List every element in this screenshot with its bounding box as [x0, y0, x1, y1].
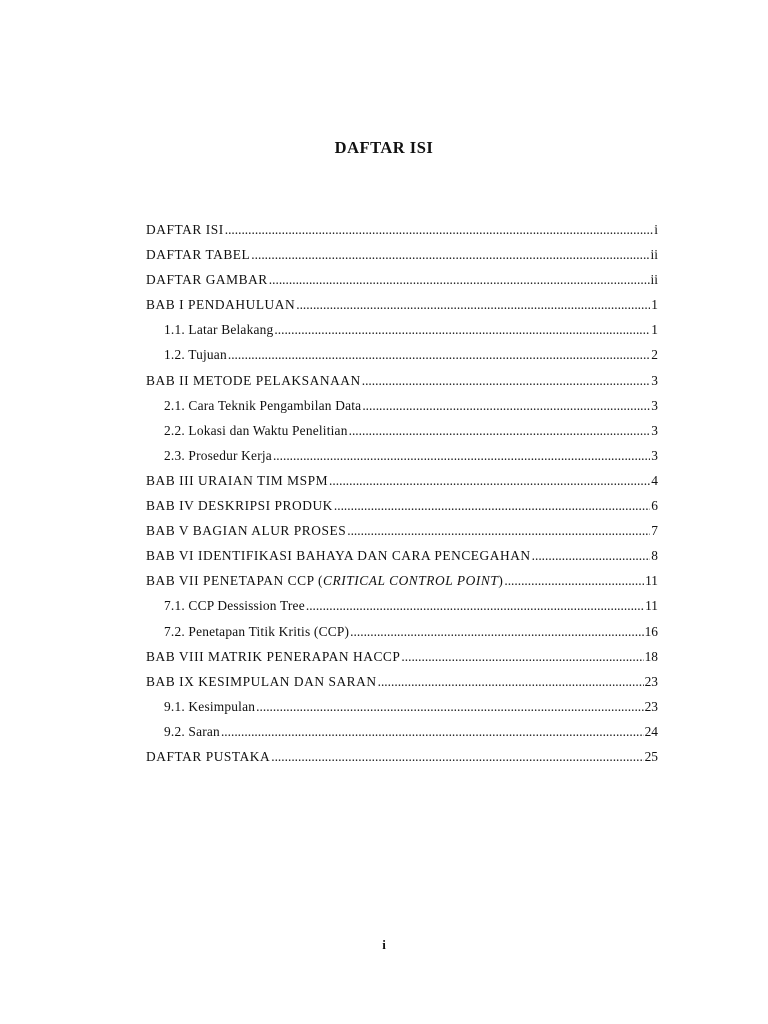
toc-entry[interactable]: [146, 568, 658, 593]
toc-entry[interactable]: [146, 744, 658, 769]
dot-leader: [256, 694, 643, 719]
toc-entry-title: DAFTAR TABEL: [146, 247, 251, 263]
dot-leader: [296, 292, 650, 317]
toc-entry-label: [146, 493, 333, 518]
toc-entry-title-suffix: ): [498, 573, 504, 589]
toc-entry-label: [164, 342, 227, 367]
toc-entry-page-number: 11: [645, 573, 658, 589]
toc-entry-title: BAB VIII MATRIK PENERAPAN HACCP: [146, 648, 401, 664]
toc-entry[interactable]: [146, 468, 658, 493]
toc-entry[interactable]: [146, 644, 658, 669]
toc-entry-page-number: 6: [651, 498, 658, 514]
toc-entry-label: [164, 393, 361, 418]
toc-entry-label: [164, 418, 348, 443]
dot-leader: [329, 468, 650, 493]
toc-entry-page-number: 11: [645, 598, 658, 614]
toc-entry[interactable]: [146, 317, 658, 342]
toc-entry-page-number: 23: [644, 673, 658, 689]
toc-entry[interactable]: [146, 593, 658, 618]
dot-leader: [362, 368, 651, 393]
toc-entry-title: 1.2. Tujuan: [164, 347, 227, 363]
toc-entry-title: BAB VI IDENTIFIKASI BAHAYA DAN CARA PENCEGAHAN: [146, 548, 531, 564]
dot-leader: [273, 443, 650, 468]
dot-leader: [504, 568, 644, 593]
toc-entry-label: [146, 568, 503, 593]
page-number: i: [382, 937, 386, 952]
toc-entry-label: [146, 518, 346, 543]
toc-entry-label: [164, 593, 305, 618]
dot-leader: [269, 267, 650, 292]
toc-entry-label: [146, 543, 531, 568]
dot-leader: [274, 317, 650, 342]
toc-entry-title: BAB VII PENETAPAN CCP (: [146, 573, 324, 589]
dot-leader: [362, 393, 650, 418]
toc-entry-label: [146, 644, 400, 669]
toc-entry-label: [164, 694, 255, 719]
dot-leader: [334, 493, 650, 518]
toc-entry[interactable]: [146, 242, 658, 267]
toc-entry-title: 7.2. Penetapan Titik Kritis (CCP): [164, 623, 350, 639]
toc-entry-title: DAFTAR ISI: [146, 222, 224, 237]
page-title: DAFTAR ISI: [334, 138, 434, 157]
toc-entry-page-number: 24: [644, 723, 658, 739]
dot-leader: [225, 217, 654, 242]
toc-entry[interactable]: [146, 518, 658, 543]
table-of-contents: [146, 217, 658, 769]
toc-entry[interactable]: [146, 619, 658, 644]
dot-leader: [532, 543, 651, 568]
toc-entry-label: [146, 292, 295, 317]
toc-entry-page-number: 1: [651, 297, 658, 313]
dot-leader: [306, 593, 644, 618]
toc-entry-label: [164, 317, 273, 342]
toc-entry-page-number: 1: [651, 322, 658, 338]
toc-entry-title: BAB IX KESIMPULAN DAN SARAN: [146, 673, 377, 689]
toc-entry-page-number: 23: [644, 698, 658, 714]
toc-entry-page-number: ii: [650, 247, 658, 263]
toc-entry[interactable]: [146, 217, 658, 242]
toc-entry-label: [164, 719, 220, 744]
toc-entry-label: [146, 744, 270, 769]
toc-entry-title: 7.1. CCP Dessission Tree: [164, 598, 305, 614]
toc-entry-title: 1.1. Latar Belakang: [164, 322, 274, 338]
toc-entry-page-number: 18: [644, 648, 658, 664]
toc-entry[interactable]: [146, 418, 658, 443]
dot-leader: [350, 619, 643, 644]
toc-entry-page-number: i: [654, 222, 658, 237]
toc-entry[interactable]: [146, 543, 658, 568]
toc-entry-page-number: 8: [651, 548, 658, 564]
toc-entry[interactable]: [146, 292, 658, 317]
toc-entry-page-number: 4: [651, 472, 658, 488]
dot-leader: [347, 518, 650, 543]
toc-entry-page-number: 3: [651, 372, 658, 388]
toc-entry-title: DAFTAR PUSTAKA: [146, 748, 271, 764]
toc-entry-title: BAB IV DESKRIPSI PRODUK: [146, 498, 333, 514]
toc-entry-page-number: 2: [651, 347, 658, 363]
dot-leader: [251, 242, 649, 267]
toc-entry-page-number: 3: [651, 447, 658, 463]
toc-entry-page-number: 7: [651, 523, 658, 539]
dot-leader: [401, 644, 643, 669]
toc-entry-label: [164, 619, 349, 644]
toc-entry[interactable]: [146, 493, 658, 518]
toc-entry-page-number: ii: [650, 272, 658, 288]
toc-entry[interactable]: [146, 267, 658, 292]
dot-leader: [378, 669, 644, 694]
toc-entry[interactable]: [146, 368, 658, 393]
toc-entry-label: [146, 242, 250, 267]
toc-entry-label: [146, 669, 377, 694]
toc-entry-label: [146, 368, 361, 393]
toc-entry-label: [146, 217, 224, 242]
toc-entry-title: 9.2. Saran: [164, 723, 220, 739]
toc-entry[interactable]: [146, 719, 658, 744]
toc-entry[interactable]: [146, 393, 658, 418]
dot-leader: [221, 719, 644, 744]
toc-entry-title: BAB V BAGIAN ALUR PROSES: [146, 523, 347, 539]
toc-entry-label: [146, 267, 268, 292]
toc-entry-page-number: 3: [651, 397, 658, 413]
toc-entry-title: 2.1. Cara Teknik Pengambilan Data: [164, 397, 362, 413]
toc-entry[interactable]: [146, 342, 658, 367]
toc-entry-title: BAB I PENDAHULUAN: [146, 297, 296, 313]
dot-leader: [271, 744, 643, 769]
toc-entry-title: BAB II METODE PELAKSANAAN: [146, 372, 361, 388]
toc-entry[interactable]: [146, 669, 658, 694]
toc-entry-title: BAB III URAIAN TIM MSPM: [146, 472, 329, 488]
toc-entry-page-number: 3: [651, 422, 658, 438]
dot-leader: [228, 342, 650, 367]
toc-entry-title: 2.2. Lokasi dan Waktu Penelitian: [164, 422, 348, 438]
toc-entry-page-number: 16: [644, 623, 658, 639]
toc-entry-title: 2.3. Prosedur Kerja: [164, 447, 272, 463]
dot-leader: [349, 418, 651, 443]
toc-entry-label: [146, 468, 328, 493]
toc-entry-title: 9.1. Kesimpulan: [164, 698, 256, 714]
toc-entry-title: DAFTAR GAMBAR: [146, 272, 268, 288]
toc-entry-page-number: 25: [644, 748, 658, 764]
toc-entry-title-italic: CRITICAL CONTROL POINT: [323, 573, 499, 589]
toc-entry[interactable]: [146, 694, 658, 719]
toc-entry[interactable]: [146, 443, 658, 468]
toc-entry-label: [164, 443, 272, 468]
